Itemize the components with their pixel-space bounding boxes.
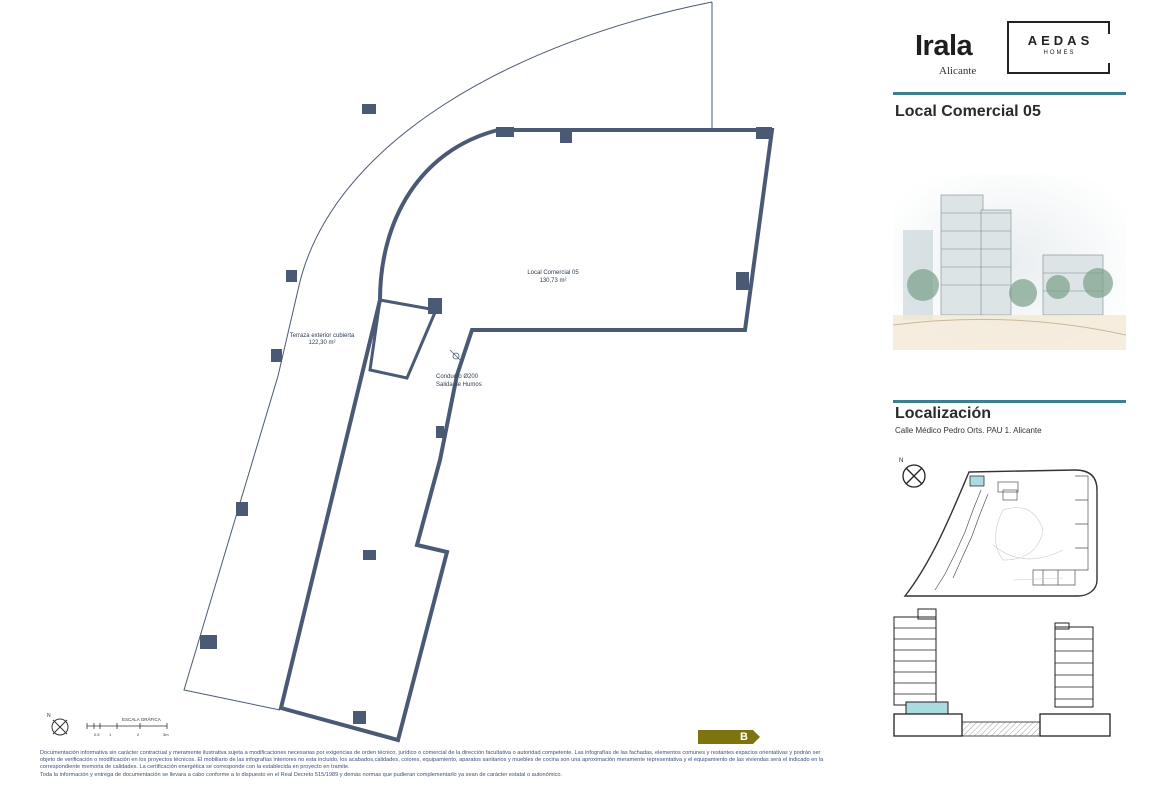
structural-columns [200,104,772,724]
scale-tick: 3m [163,732,169,737]
commercial-unit-area: 130,73 m² [539,278,567,284]
legal-disclaimer [40,750,830,779]
terrace-outline [184,2,712,710]
unit-level-highlight [906,702,948,714]
level-badge [698,730,760,744]
disclaimer-paragraph: Documentación informativa sin carácter contractual y meramente ilustrativa sujeta a modificaciones necesarias por exigencias de orden técnico, jurídico o comercial de la dirección facultativa o autoridad competente. Las infografías de las fachadas, elementos comunes y restantes espacios orientativas y podrán ser objeto de verificación o modificación en los proyectos técnicos. El mobiliario de las infografías interiores no esta incluido, los acabados,calidades, colores, equipamiento, aparatos sanitarios y muebles de cocina son una aproximación meramente representativa y el equipamiento de las viviendas será el indicado en la correspondiente memoria de calidades. La certificación energética se corresponde con la establecida en proyecto en tramite. [40,750,824,771]
level-badge-label: B [740,731,748,743]
compass-icon [899,458,925,487]
aedas-name: AEDAS [1027,33,1094,48]
section-marker [450,350,462,362]
scale-tick: 0.5 [94,732,100,737]
duct-sublabel: Salida de Humos [436,382,482,388]
unit-highlight [970,476,984,486]
location-divider [893,400,1126,403]
irala-city: Alicante [939,65,977,77]
graphic-scale [42,710,202,740]
scale-tick: 2 [137,732,140,737]
terrace-label: Terraza exterior cubierta [289,333,355,339]
terrace-area: 122,30 m² [308,340,336,346]
aedas-sub: HOMES [1043,50,1076,56]
disclaimer-paragraph: Toda la información y entrega de documentación se llevara a cabo conforme a lo dispuesto en el Real Decreto 515/1989 y demás normas que pudieran complementarlo ya sean de carácter estatal o autonómico. [40,771,563,778]
scale-title: ESCALA GRÁFICA [122,717,161,722]
commercial-unit-walls [281,130,772,740]
location-title: Localización [895,405,992,422]
irala-logo: Irala [915,30,973,62]
north-compass-icon [47,713,68,735]
location-address: Calle Médico Pedro Orts. PAU 1. Alicante [895,426,1042,435]
commercial-unit-label: Local Comercial 05 [527,270,579,276]
scale-tick: 1 [109,732,112,737]
building-elevation [890,605,1125,745]
unit-title: Local Comercial 05 [895,103,1041,120]
header-divider [893,92,1126,95]
duct-shaft [370,300,436,378]
aedas-logo [1007,21,1110,74]
site-plan [893,450,1126,610]
svg-text:N: N [47,713,51,719]
svg-text:N: N [899,458,904,464]
building-illustration [893,175,1126,350]
duct-label: Conducto Ø200 [436,374,479,380]
